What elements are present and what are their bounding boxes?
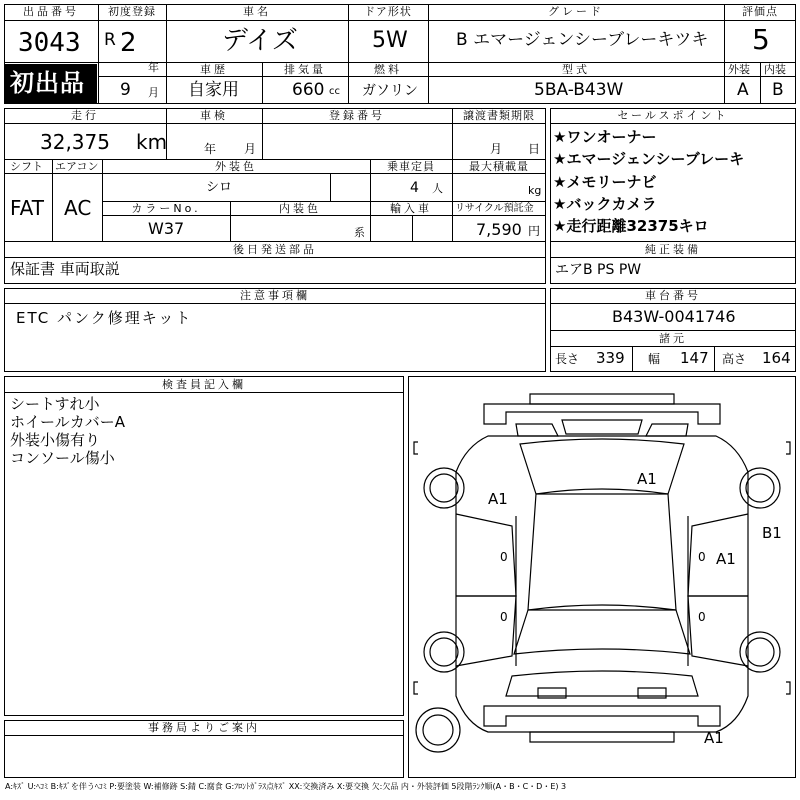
exterior-value: A bbox=[737, 80, 749, 100]
year-unit: 年 bbox=[148, 61, 159, 74]
panel-zero: 0 bbox=[500, 550, 508, 564]
inspector-line: 外装小傷有り bbox=[10, 431, 101, 449]
chassis-value: B43W-0041746 bbox=[612, 307, 736, 326]
color-no-value: W37 bbox=[148, 219, 185, 238]
transfer-month-unit: 月 bbox=[490, 142, 503, 156]
inspector-line: ホイールカバーA bbox=[10, 413, 125, 431]
mileage-value: 32,375 bbox=[40, 130, 110, 154]
max-load-label: 最大積載量 bbox=[469, 160, 529, 173]
damage-mark: A1 bbox=[488, 490, 508, 508]
model-value: 5BA-B43W bbox=[534, 80, 624, 100]
height-value: 164 bbox=[762, 349, 791, 367]
shift-label: シフト bbox=[10, 160, 43, 173]
length-label: 長さ bbox=[555, 352, 580, 366]
score-label: 評価点 bbox=[742, 5, 778, 18]
lot-label: 出品番号 bbox=[23, 5, 79, 18]
max-load-unit: kg bbox=[528, 184, 542, 197]
interior-label: 内装 bbox=[764, 63, 786, 76]
model-label: 型式 bbox=[562, 63, 590, 76]
month-value: 9 bbox=[120, 80, 131, 100]
damage-mark: A1 bbox=[704, 729, 724, 747]
year-value: 2 bbox=[120, 28, 137, 58]
first-listing-text: 初出品 bbox=[10, 69, 85, 97]
exterior-label: 外装 bbox=[728, 63, 750, 76]
inspection-month-unit: 月 bbox=[244, 142, 257, 156]
fuel-value: ガソリン bbox=[362, 83, 418, 99]
panel-zero: 0 bbox=[698, 550, 706, 564]
sales-point-item: ★走行距離32375キロ bbox=[553, 217, 709, 235]
height-label: 高さ bbox=[722, 352, 747, 366]
recycle-unit: 円 bbox=[528, 224, 541, 238]
transfer-day-unit: 日 bbox=[528, 142, 541, 156]
car-diagram bbox=[408, 376, 796, 778]
import-label: 輸入車 bbox=[390, 202, 432, 215]
capacity-label: 乗車定員 bbox=[387, 160, 435, 173]
length-value: 339 bbox=[596, 349, 625, 367]
recycle-value: 7,590 bbox=[476, 220, 522, 239]
history-value: 自家用 bbox=[188, 80, 239, 100]
sales-points-label: セールスポイント bbox=[617, 109, 729, 122]
inspector-line: シートすれ小 bbox=[10, 395, 100, 413]
int-color-unit: 系 bbox=[354, 226, 365, 239]
width-value: 147 bbox=[680, 349, 709, 367]
color-no-label: カラーNo. bbox=[131, 202, 201, 215]
width-label: 幅 bbox=[648, 352, 661, 366]
ext-color-label: 外装色 bbox=[215, 160, 257, 173]
inspector-label: 検査員記入欄 bbox=[162, 378, 246, 391]
grade-label: グレード bbox=[548, 5, 604, 18]
car-name-label: 車名 bbox=[243, 5, 271, 18]
equipment-label: 純正装備 bbox=[645, 243, 701, 256]
displacement-value: 660 bbox=[292, 80, 325, 100]
ac-value: AC bbox=[64, 196, 92, 220]
transfer-label: 譲渡書類期限 bbox=[463, 109, 535, 122]
recycle-label: リサイクル預託金 bbox=[455, 203, 534, 214]
legend-text: A:ｷｽﾞ U:ﾍｺﾐ B:ｷｽﾞを伴うﾍｺﾐ P:要塗装 W:補修跡 S:錆 C:腐食 G:ﾌﾛﾝﾄｶﾞﾗｽ点ｷｽﾞ XX:交換済み X:要交換 欠:欠品 内・外装評価 5段階ﾗﾝｸ順(A・B・C・D・E) 3 bbox=[5, 782, 567, 791]
interior-value: B bbox=[772, 80, 784, 100]
office-label: 事務局よりご案内 bbox=[148, 721, 260, 734]
sales-point-item: ★エマージェンシーブレーキ bbox=[553, 150, 745, 168]
door-label: ドア形状 bbox=[364, 5, 412, 18]
later-parts-value: 保証書 車両取説 bbox=[10, 260, 120, 278]
shift-value: FAT bbox=[10, 196, 45, 220]
sales-point-item: ★バックカメラ bbox=[553, 195, 657, 213]
panel-zero: 0 bbox=[698, 610, 706, 624]
inspector-line: コンソール傷小 bbox=[10, 449, 115, 467]
lot-number: 3043 bbox=[18, 28, 81, 58]
month-unit: 月 bbox=[148, 86, 159, 99]
displacement-label: 排気量 bbox=[284, 63, 326, 76]
grade-value: B エマージェンシーブレーキツキ bbox=[456, 30, 709, 50]
inspection-year-unit: 年 bbox=[204, 142, 217, 156]
score-value: 5 bbox=[752, 23, 770, 56]
ext-color-value: シロ bbox=[206, 180, 233, 195]
specs-label: 諸元 bbox=[659, 332, 687, 345]
mileage-label: 走行 bbox=[71, 109, 99, 122]
later-parts-label: 後日発送部品 bbox=[233, 243, 317, 256]
capacity-value: 4 bbox=[410, 180, 419, 196]
door-value: 5W bbox=[372, 28, 408, 53]
int-color-label: 内装色 bbox=[279, 202, 321, 215]
sales-point-item: ★ワンオーナー bbox=[553, 128, 657, 146]
sales-point-item: ★メモリーナビ bbox=[553, 173, 657, 191]
notes-value: ETC パンク修理キット bbox=[16, 309, 193, 327]
equipment-value: エアB PS PW bbox=[555, 262, 642, 278]
first-reg-label: 初度登録 bbox=[108, 5, 156, 18]
reg-number-label: 登録番号 bbox=[329, 109, 385, 122]
ac-label: エアコン bbox=[55, 160, 99, 173]
fuel-label: 燃料 bbox=[374, 63, 402, 76]
displacement-unit: cc bbox=[329, 86, 340, 97]
era-value: R bbox=[104, 30, 116, 50]
panel-zero: 0 bbox=[500, 610, 508, 624]
inspection-label: 車検 bbox=[200, 109, 228, 122]
history-label: 車歴 bbox=[200, 63, 228, 76]
notes-label: 注意事項欄 bbox=[240, 289, 310, 302]
damage-mark: B1 bbox=[762, 524, 782, 542]
mileage-unit: km bbox=[136, 130, 168, 154]
car-name: デイズ bbox=[222, 26, 298, 56]
chassis-label: 車台番号 bbox=[645, 289, 701, 302]
capacity-unit: 人 bbox=[432, 182, 443, 195]
damage-mark: A1 bbox=[716, 550, 736, 568]
damage-mark: A1 bbox=[637, 470, 657, 488]
